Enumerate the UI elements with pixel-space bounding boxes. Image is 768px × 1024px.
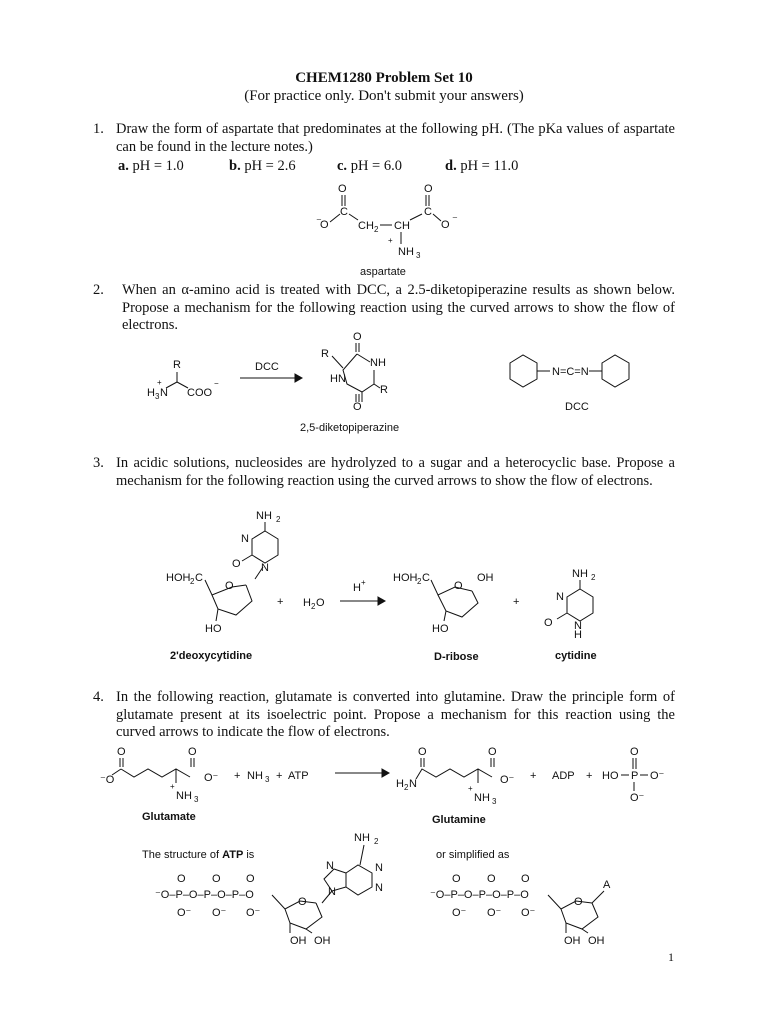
svg-text:N: N	[574, 620, 582, 632]
svg-text:O: O	[212, 873, 221, 885]
svg-text:R: R	[321, 348, 329, 360]
svg-text:O⁻: O⁻	[650, 770, 665, 782]
svg-text:3: 3	[265, 775, 270, 784]
svg-text:+: +	[513, 596, 520, 608]
svg-text:ATP: ATP	[288, 770, 309, 782]
svg-text:H: H	[353, 582, 361, 594]
svg-text:O: O	[338, 183, 347, 195]
svg-text:O: O	[298, 896, 307, 908]
svg-text:O: O	[353, 331, 362, 343]
svg-text:A: A	[603, 879, 611, 891]
svg-text:+: +	[388, 236, 393, 245]
svg-text:NH: NH	[354, 832, 370, 844]
svg-text:R: R	[380, 384, 388, 396]
svg-text:O: O	[544, 617, 553, 629]
svg-text:Glutamine: Glutamine	[432, 814, 486, 826]
q2-text: When an α-amino acid is treated with DCC, a 2.5-diketopiperazine results as shown below. Propose a mechanism for the following reaction using the curved arrows to show the flow of electrons.	[122, 282, 675, 334]
svg-text:C: C	[424, 206, 432, 218]
svg-text:NH: NH	[398, 246, 414, 258]
svg-text:HN: HN	[330, 373, 346, 385]
svg-text:+: +	[234, 770, 241, 782]
svg-text:O: O	[225, 580, 234, 592]
q1-option-d: d. pH = 11.0	[445, 158, 519, 174]
svg-text:2: 2	[591, 573, 596, 582]
svg-text:O⁻: O⁻	[246, 907, 261, 919]
svg-text:+: +	[586, 770, 593, 782]
svg-text:O: O	[320, 219, 329, 231]
q1-option-b: b. pH = 2.6	[229, 158, 296, 174]
svg-text:O: O	[117, 746, 126, 758]
svg-text:O⁻: O⁻	[500, 774, 515, 786]
svg-text:H: H	[303, 597, 311, 609]
svg-text:H: H	[574, 629, 582, 641]
svg-text:N: N	[409, 778, 417, 790]
svg-text:O: O	[521, 873, 530, 885]
svg-text:H: H	[147, 387, 155, 399]
svg-text:2: 2	[374, 225, 379, 234]
svg-text:NH: NH	[572, 568, 588, 580]
svg-text:H: H	[396, 778, 404, 790]
svg-text:N: N	[328, 886, 336, 898]
svg-text:aspartate: aspartate	[360, 266, 406, 278]
q1-option-a: a. pH = 1.0	[118, 158, 184, 174]
svg-text:P: P	[631, 770, 639, 782]
svg-text:3: 3	[416, 251, 421, 260]
svg-text:N: N	[261, 562, 269, 574]
q4-reaction-scheme	[100, 745, 680, 960]
svg-text:O: O	[454, 580, 463, 592]
svg-text:O: O	[488, 746, 497, 758]
svg-text:Glutamate: Glutamate	[142, 811, 196, 823]
svg-text:or simplified as: or simplified as	[436, 849, 510, 861]
svg-text:O⁻: O⁻	[212, 907, 227, 919]
svg-text:O: O	[177, 873, 186, 885]
svg-text:O: O	[441, 219, 450, 231]
svg-text:O⁻: O⁻	[452, 907, 467, 919]
svg-text:+: +	[277, 596, 284, 608]
svg-text:+: +	[468, 784, 473, 793]
q4-text: In the following reaction, glutamate is converted into glutamine. Draw the principle form of glutamate present at its isoelectric point. Propose a mechanism for this reaction using the curved arrows to indicate the flow of electrons.	[116, 689, 675, 741]
svg-text:+: +	[530, 770, 537, 782]
svg-text:O⁻: O⁻	[630, 792, 645, 804]
svg-text:N: N	[375, 882, 383, 894]
svg-text:3: 3	[194, 795, 199, 804]
q3-number: 3.	[93, 455, 104, 471]
svg-text:N: N	[326, 860, 334, 872]
svg-text:NH: NH	[474, 792, 490, 804]
svg-text:⁻: ⁻	[452, 214, 458, 226]
svg-text:2: 2	[276, 515, 281, 524]
q3-text: In acidic solutions, nucleosides are hydrolyzed to a sugar and a heterocyclic base. Propose a mechanism for the following reaction using the curved arrows to show the flow of electrons.	[116, 455, 675, 489]
svg-text:OH: OH	[477, 572, 494, 584]
svg-text:OH: OH	[564, 935, 581, 947]
svg-text:O: O	[316, 597, 325, 609]
svg-text:O: O	[232, 558, 241, 570]
svg-text:O: O	[188, 746, 197, 758]
svg-text:O⁻: O⁻	[521, 907, 536, 919]
q3-reaction-scheme	[150, 505, 650, 665]
svg-text:OH: OH	[588, 935, 605, 947]
svg-text:3: 3	[492, 797, 497, 806]
q1-text: Draw the form of aspartate that predominates at the following pH. (The pKa values of aspartate can be found in the lecture notes.)	[116, 121, 675, 155]
aspartate-structure	[300, 178, 470, 278]
svg-text:DCC: DCC	[255, 361, 279, 373]
svg-text:C: C	[340, 206, 348, 218]
svg-text:OH: OH	[290, 935, 307, 947]
svg-text:NH: NH	[176, 790, 192, 802]
svg-text:O⁻: O⁻	[177, 907, 192, 919]
svg-text:ADP: ADP	[552, 770, 575, 782]
svg-text:O⁻: O⁻	[487, 907, 502, 919]
svg-text:O: O	[630, 746, 639, 758]
svg-text:+: +	[157, 378, 162, 387]
svg-text:⁻O–P–O–P–O–P–O: ⁻O–P–O–P–O–P–O	[430, 889, 529, 901]
svg-text:2: 2	[417, 577, 422, 586]
svg-text:+: +	[170, 782, 175, 791]
svg-text:CH: CH	[394, 220, 410, 232]
svg-text:2: 2	[190, 577, 195, 586]
svg-text:O: O	[353, 401, 362, 413]
svg-text:2,5-diketopiperazine: 2,5-diketopiperazine	[300, 422, 400, 434]
svg-text:2: 2	[404, 783, 409, 792]
page-number: 1	[668, 950, 674, 964]
svg-text:O: O	[424, 183, 433, 195]
svg-text:N: N	[241, 533, 249, 545]
svg-text:N: N	[375, 862, 383, 874]
svg-text:+: +	[361, 578, 366, 587]
q1-option-c: c. pH = 6.0	[337, 158, 402, 174]
svg-text:C: C	[422, 572, 430, 584]
svg-text:O: O	[418, 746, 427, 758]
svg-text:2: 2	[311, 602, 316, 611]
q2-number: 2.	[93, 282, 104, 298]
svg-text:2'deoxycytidine: 2'deoxycytidine	[170, 650, 253, 662]
svg-text:−: −	[214, 379, 219, 388]
q1-number: 1.	[93, 121, 104, 137]
page-title: CHEM1280 Problem Set 10	[295, 70, 473, 86]
svg-text:⁻: ⁻	[316, 216, 322, 228]
svg-text:HO: HO	[602, 770, 619, 782]
svg-text:HO: HO	[432, 623, 449, 635]
svg-text:NH: NH	[247, 770, 263, 782]
svg-text:OH: OH	[314, 935, 331, 947]
svg-text:CH: CH	[358, 220, 374, 232]
page-subtitle: (For practice only. Don't submit your answers)	[244, 88, 524, 104]
svg-text:The structure of ATP is: The structure of ATP is	[142, 849, 255, 861]
svg-text:HOH: HOH	[166, 572, 191, 584]
svg-text:O: O	[574, 896, 583, 908]
svg-text:+: +	[276, 770, 283, 782]
svg-text:⁻O–P–O–P–O–P–O: ⁻O–P–O–P–O–P–O	[155, 889, 254, 901]
svg-text:⁻O: ⁻O	[100, 774, 115, 786]
svg-text:N: N	[160, 387, 168, 399]
svg-text:COO: COO	[187, 387, 213, 399]
svg-text:O⁻: O⁻	[204, 772, 219, 784]
svg-text:NH: NH	[370, 357, 386, 369]
svg-text:NH: NH	[256, 510, 272, 522]
svg-text:C: C	[195, 572, 203, 584]
svg-text:HO: HO	[205, 623, 222, 635]
svg-text:cytidine: cytidine	[555, 650, 597, 662]
svg-text:O: O	[246, 873, 255, 885]
svg-text:O: O	[487, 873, 496, 885]
svg-text:O: O	[452, 873, 461, 885]
q2-reaction-scheme	[140, 330, 660, 440]
svg-text:N=C=N: N=C=N	[552, 366, 589, 378]
svg-text:R: R	[173, 359, 181, 371]
svg-text:3: 3	[155, 392, 160, 401]
svg-text:N: N	[556, 591, 564, 603]
q4-number: 4.	[93, 689, 104, 705]
svg-text:2: 2	[374, 837, 379, 846]
svg-text:HOH: HOH	[393, 572, 418, 584]
svg-text:DCC: DCC	[565, 401, 589, 413]
svg-text:D-ribose: D-ribose	[434, 651, 479, 663]
